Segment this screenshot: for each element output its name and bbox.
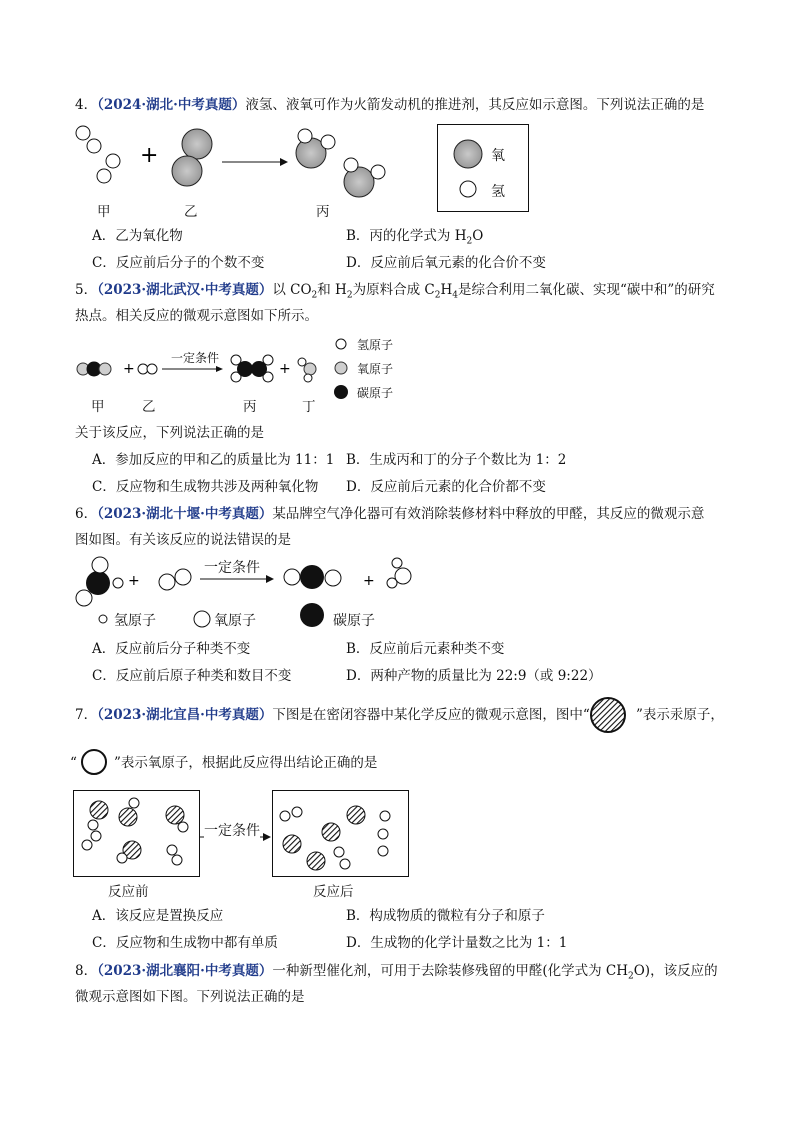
q5-condition: 一定条件 [171, 351, 220, 365]
q5-c2h4-molecule [231, 355, 273, 382]
q4-number: 4． [75, 97, 98, 113]
q5-h2-molecule [138, 364, 157, 374]
q5-option-a[interactable]: A．参加反应的甲和乙的质量比为 11：1 [92, 452, 335, 468]
q7-oxygen-atom-icon [79, 747, 111, 779]
q5-label-ding: 丁 [302, 399, 316, 415]
q6-o2-molecule [159, 569, 191, 590]
q6-option-c[interactable]: C．反应前后原子种类和数目不变 [92, 668, 292, 684]
q4-legend-hydrogen: 氢 [491, 184, 505, 200]
q5-stem: 5．（2023·湖北武汉·中考真题）以 $CO_2$和 $H_2$为原料合成 $C_2H_4$是综合利用二氧化碳、实现“碳中和”的研究 [75, 282, 715, 301]
q4-option-b[interactable]: B．丙的化学式为 $H_2O$ [346, 228, 484, 247]
q4-option-c[interactable]: C．反应前后分子的个数不变 [92, 255, 265, 271]
q6-option-a[interactable]: A．反应前后分子种类不变 [92, 641, 251, 657]
q4-source: （2024·湖北·中考真题） [97, 97, 246, 113]
svg-text:+: + [123, 361, 135, 377]
q6-option-d[interactable]: D．两种产物的质量比为 22:9（或 9:22） [346, 668, 602, 684]
svg-text:+: + [279, 361, 291, 377]
q8-stem: 8．（2023·湖北襄阳·中考真题）一种新型催化剂，可用于去除装修残留的甲醛(化学式为 $CH_2O$)，该反应的 [75, 963, 718, 982]
q5-legend-oxygen: 氧原子 [357, 362, 394, 376]
q6-condition: 一定条件 [204, 560, 260, 576]
q7-stem: 7．（2023·湖北宜昌·中考真题）下图是在密闭容器中某化学反应的微观示意图，图中“ [75, 707, 590, 723]
q4-water-molecules [296, 129, 385, 197]
q8-stem-line2: 微观示意图如下图。下列说法正确的是 [75, 989, 305, 1005]
q4-reaction-arrow [222, 158, 288, 166]
q7-label-before: 反应前 [108, 884, 149, 900]
q6-legend-oxygen: 氧原子 [214, 613, 256, 629]
q5-legend-hydrogen: 氢原子 [357, 338, 394, 352]
q6-stem: 6．（2023·湖北十堰·中考真题）某品牌空气净化器可有效消除装修材料中释放的甲醛，其反应的微观示意 [75, 506, 705, 522]
q5-option-b[interactable]: B．生成丙和丁的分子个数比为 1：2 [346, 452, 567, 468]
q5-legend-icons [330, 335, 355, 405]
svg-text:+: + [363, 573, 375, 589]
q6-source: （2023·湖北十堰·中考真题） [97, 506, 273, 522]
q5-option-c[interactable]: C．反应物和生成物共涉及两种氧化物 [92, 479, 319, 495]
q4-legend-box [437, 124, 529, 212]
q5-option-d[interactable]: D．反应前后元素的化合价都不变 [346, 479, 546, 495]
q5-label-yi: 乙 [142, 399, 156, 415]
q4-plus-sign: + [140, 143, 159, 168]
q7-option-b[interactable]: B．构成物质的微粒有分子和原子 [346, 908, 545, 924]
q6-h2o-molecule [387, 558, 411, 588]
q5-h2o-molecules [298, 358, 316, 382]
q4-option-a[interactable]: A．乙为氧化物 [92, 228, 183, 244]
q7-stem-line2: ”表示氧原子，根据此反应得出结论正确的是 [114, 755, 378, 771]
q5-prompt: 关于该反应，下列说法正确的是 [75, 425, 264, 441]
q6-stem-line2: 图如图。有关该反应的说法错误的是 [75, 532, 291, 548]
q5-source: （2023·湖北武汉·中考真题） [97, 282, 273, 298]
q7-stem-end: ”表示汞原子， [636, 707, 724, 723]
q6-legend-hydrogen: 氢原子 [114, 613, 156, 629]
q4-label-yi: 乙 [184, 204, 198, 220]
q7-mercury-atom-icon [589, 696, 629, 736]
q7-option-a[interactable]: A．该反应是置换反应 [92, 908, 224, 924]
q6-option-b[interactable]: B．反应前后元素种类不变 [346, 641, 505, 657]
q6-co2-molecule [284, 565, 341, 589]
q4-option-d[interactable]: D．反应前后氧元素的化合价不变 [346, 255, 546, 271]
q7-option-c[interactable]: C．反应物和生成物中都有单质 [92, 935, 278, 951]
q4-label-jia: 甲 [97, 204, 111, 220]
q5-stem-line2: 热点。相关反应的微观示意图如下所示。 [75, 308, 318, 324]
q5-arrow [162, 366, 223, 372]
q4-stem [75, 96, 704, 114]
q5-label-bing: 丙 [243, 399, 257, 415]
q4-oxygen-molecule [172, 129, 212, 186]
q5-label-jia: 甲 [91, 399, 105, 415]
q4-legend-oxygen: 氧 [491, 148, 505, 164]
q4-label-bing: 丙 [316, 204, 330, 220]
q4-stem-text: 液氢、液氧可作为火箭发动机的推进剂，其反应如示意图。下列说法正确的是 [245, 97, 705, 113]
q7-option-d[interactable]: D．生成物的化学计量数之比为 1：1 [346, 935, 568, 951]
q7-label-after: 反应后 [313, 884, 354, 900]
q6-legend-carbon: 碳原子 [333, 613, 375, 629]
q4-hydrogen-molecules [76, 126, 120, 183]
q6-formaldehyde-molecule [76, 557, 123, 606]
q5-co2-molecule [77, 362, 111, 377]
q7-condition: 一定条件 [204, 820, 260, 840]
q7-source: （2023·湖北宜昌·中考真题） [97, 707, 273, 723]
svg-text:+: + [128, 573, 140, 589]
q4-legend-icons [438, 125, 528, 211]
q5-legend-carbon: 碳原子 [357, 386, 394, 400]
q8-source: （2023·湖北襄阳·中考真题） [97, 963, 273, 979]
